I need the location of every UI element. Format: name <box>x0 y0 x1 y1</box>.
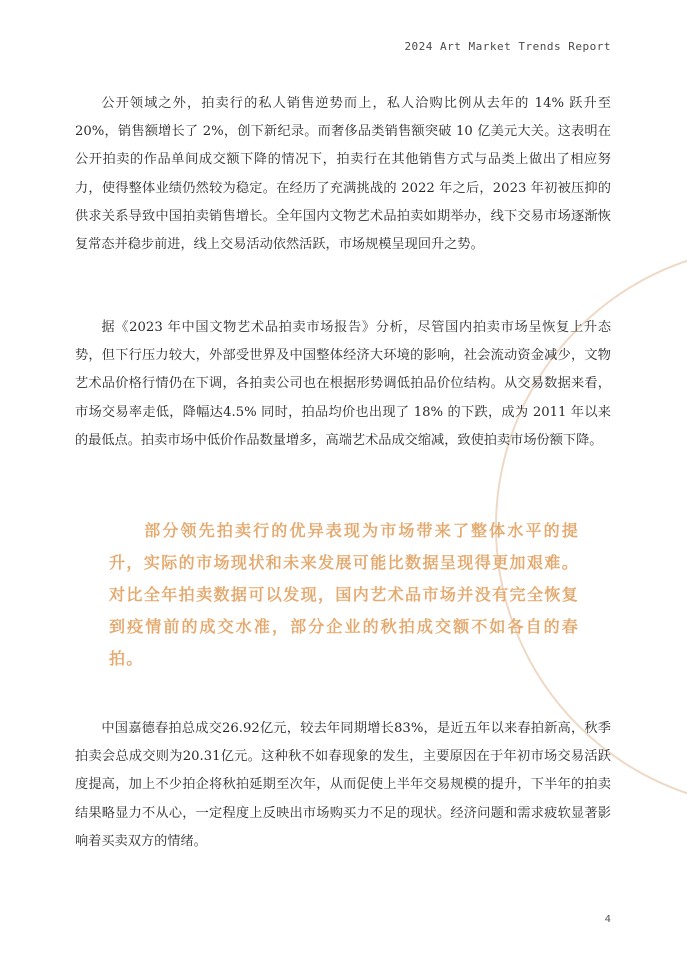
body-paragraph-3: 中国嘉德春拍总成交26.92亿元，较去年同期增长83%，是近五年以来春拍新高，秋季拍卖会总成交则为20.31亿元。这种秋不如春现象的发生，主要原因在于年初市场交易活跃度提高，加上不少拍企将秋拍延期至次年，从而促使上半年交易规模的提升，下半年的拍卖结果略显力不从心，一定程度上反映出市场购买力不足的现状。经济问题和需求疲软显著影响着买卖双方的情绪。 <box>75 721 611 849</box>
body-paragraph-1: 公开领域之外，拍卖行的私人销售逆势而上，私人洽购比例从去年的 14% 跃升至 20%，销售额增长了 2%，创下新纪录。而奢侈品类销售额突破 10 亿美元大关。这表明在公开拍卖的作品单间成交额下降的情况下，拍卖行在其他销售方式与品类上做出了相应努力，使得整体业绩仍然较为稳定。在经历了充满挑战的 2022 年之后，2023 年初被压抑的供求关系导致中国拍卖销售增长。全年国内文物艺术品拍卖如期举办，线下交易市场逐渐恢复常态并稳步前进，线上交易活动依然活跃，市场规模呈现回升之势。 <box>75 96 611 253</box>
pull-quote: 部分领先拍卖行的优异表现为市场带来了整体水平的提升，实际的市场现状和未来发展可能比数据呈现得更加艰难。对比全年拍卖数据可以发现，国内艺术品市场并没有完全恢复到疫情前的成交水准，部分企业的秋拍成交额不如各自的春拍。 <box>109 521 579 668</box>
running-header: 2024 Art Market Trends Report <box>404 40 611 53</box>
page-number: 4 <box>604 914 611 925</box>
body-paragraph-2: 据《2023 年中国文物艺术品拍卖市场报告》分析，尽管国内拍卖市场呈恢复上升态势，但下行压力较大，外部受世界及中国整体经济大环境的影响，社会流动资金减少，文物艺术品价格行情仍在下调，各拍卖公司也在根据形势调低拍品价位结构。从交易数据来看，市场交易率走低，降幅达4.5% 同时，拍品均价也出现了 18% 的下跌，成为 2011 年以来的最低点。拍卖市场中低价作品数量增多，高端艺术品成交缩减，致使拍卖市场份额下降。 <box>75 320 611 448</box>
